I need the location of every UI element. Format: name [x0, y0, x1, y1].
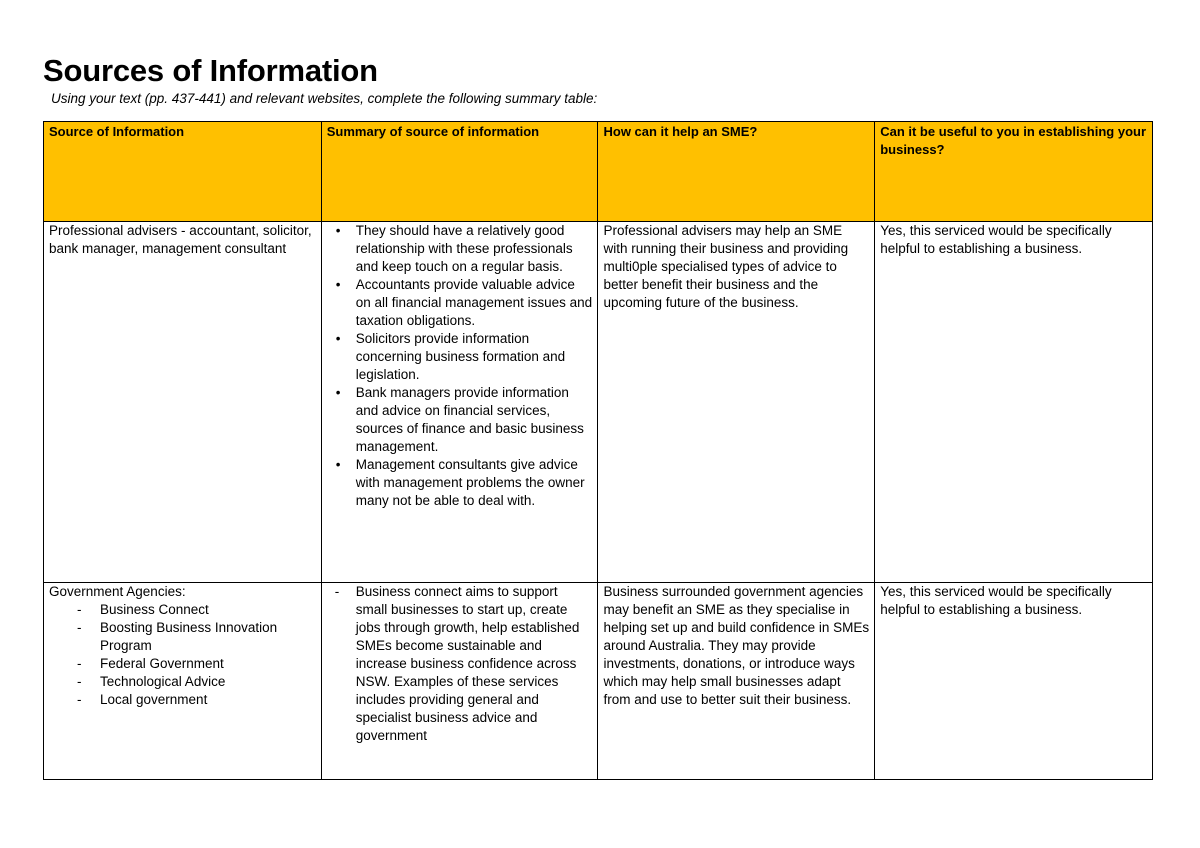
useful-text: Yes, this serviced would be specifically helpful to establishing a business. [880, 584, 1112, 617]
cell-source [44, 222, 322, 583]
column-header-summary: Summary of source of information [321, 122, 598, 222]
help-text: Business surrounded government agencies may benefit an SME as they specialise in helping set up and build confidence in SMEs around Australia. They may provide investments, donations, or introduce ways which may help small businesses adapt from and use to better suit their business. [603, 584, 870, 707]
useful-text: Yes, this serviced would be specifically helpful to establishing a business. [880, 223, 1112, 256]
summary-list [327, 222, 593, 510]
summary-list [327, 583, 593, 745]
source-item: - Federal Government [49, 655, 316, 673]
source-text: Professional advisers - accountant, solicitor, bank manager, management consultant [49, 223, 312, 256]
summary-table [43, 121, 1153, 780]
summary-item: • Solicitors provide information concerning business formation and legislation. [327, 330, 593, 384]
cell-summary [321, 222, 598, 583]
column-header-useful: Can it be useful to you in establishing your business? [875, 122, 1153, 222]
table-row [44, 222, 1153, 583]
source-item: - Boosting Business Innovation Program [49, 619, 316, 655]
cell-useful [875, 222, 1153, 583]
column-header-source: Source of Information [44, 122, 322, 222]
column-header-help: How can it help an SME? [598, 122, 875, 222]
cell-source [44, 583, 322, 780]
help-text: Professional advisers may help an SME with running their business and providing multi0ple specialised types of advice to better benefit their business and the upcoming future of the business. [603, 223, 849, 310]
summary-item: • Accountants provide valuable advice on all financial management issues and taxation obligations. [327, 276, 593, 330]
cell-help [598, 222, 875, 583]
page-subtitle: Using your text (pp. 437-441) and relevant websites, complete the following summary table: [51, 91, 598, 106]
summary-item: • They should have a relatively good relationship with these professionals and keep touch on a regular basis. [327, 222, 593, 276]
cell-useful [875, 583, 1153, 780]
summary-item: - Business connect aims to support small businesses to start up, create jobs through growth, help established SMEs become sustainable and increase business confidence across NSW. Examples of these services includes providing general and specialist business advice and government [327, 583, 593, 745]
cell-help [598, 583, 875, 780]
table-row [44, 583, 1153, 780]
source-item: - Technological Advice [49, 673, 316, 691]
summary-item: • Management consultants give advice with management problems the owner many not be able to deal with. [327, 456, 593, 510]
source-list [49, 601, 316, 709]
table-header-row [44, 122, 1153, 222]
document-page [43, 52, 1153, 743]
summary-item: • Bank managers provide information and advice on financial services, sources of finance and basic business management. [327, 384, 593, 456]
page-title: Sources of Information [43, 53, 378, 88]
cell-summary [321, 583, 598, 780]
source-text: Government Agencies: [49, 584, 186, 599]
source-item: - Local government [49, 691, 316, 709]
source-item: - Business Connect [49, 601, 316, 619]
